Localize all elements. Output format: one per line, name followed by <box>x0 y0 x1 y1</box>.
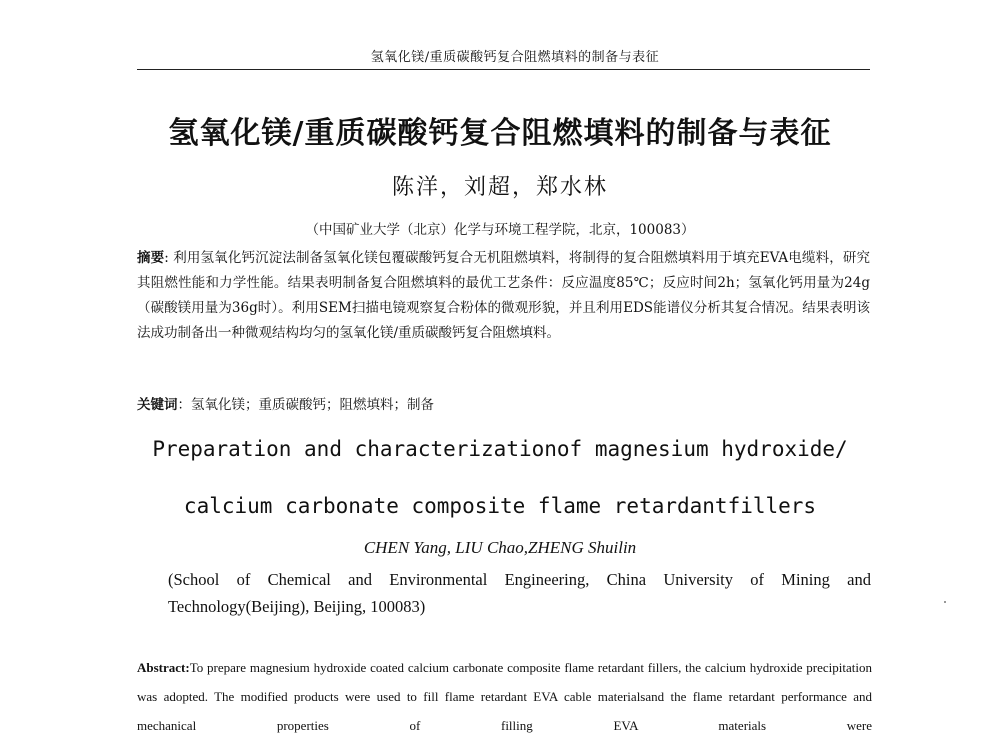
abstract-en-text: To prepare magnesium hydroxide coated calcium carbonate composite flame retardant fillers, the calcium hydroxide precipitation was adopted. The modified products were used to fill flame retardant EVA cable materialsand the flame retardant performance and mechanical properties of filling EVA materials were <box>137 660 872 733</box>
abstract-cn-label: 摘要 <box>137 250 165 266</box>
affiliation-en: (School of Chemical and Environmental Engineering, China University of Mining and Technology(Beijing), Beijing, 100083) <box>168 570 871 616</box>
affiliation-cn: （中国矿业大学（北京）化学与环境工程学院，北京，100083） <box>305 222 695 238</box>
paper-title-en-line1: Preparation and characterizationof magnesium hydroxide/ <box>152 437 848 461</box>
header-rule <box>137 69 870 70</box>
abstract-cn <box>137 246 870 346</box>
abstract-cn-text: : 利用氢氧化钙沉淀法制备氢氧化镁包覆碳酸钙复合无机阻燃填料，将制得的复合阻燃填料用于填充EVA电缆料，研究其阻燃性能和力学性能。结果表明制备复合阻燃填料的最优工艺条件：反应温度85℃；反应时间2h；氢氧化钙用量为24g（碳酸镁用量为36g时）。利用SEM扫描电镜观察复合粉体的微观形貌，并且利用EDS能谱仪分析其复合情况。结果表明该法成功制备出一种微观结构均匀的氢氧化镁/重质碳酸钙复合阻燃填料。 <box>137 250 870 341</box>
paper-title-cn: 氢氧化镁/重质碳酸钙复合阻燃填料的制备与表征 <box>168 116 832 151</box>
running-header: 氢氧化镁/重质碳酸钙复合阻燃填料的制备与表征 <box>370 50 660 65</box>
abstract-en <box>137 653 872 740</box>
authors-en: CHEN Yang, LIU Chao,ZHENG Shuilin <box>363 538 637 557</box>
keywords-cn-text: ：氢氧化镁；重质碳酸钙；阻燃填料；制备 <box>177 397 434 413</box>
authors-cn: 陈洋，刘超，郑水林 <box>391 175 608 200</box>
abstract-en-label: Abstract: <box>137 660 190 675</box>
paper-title-en-line2: calcium carbonate composite flame retardantfillers <box>183 494 817 518</box>
keywords-cn <box>137 393 870 413</box>
keywords-cn-label: 关键词 <box>137 397 178 413</box>
scan-speck <box>944 601 946 603</box>
